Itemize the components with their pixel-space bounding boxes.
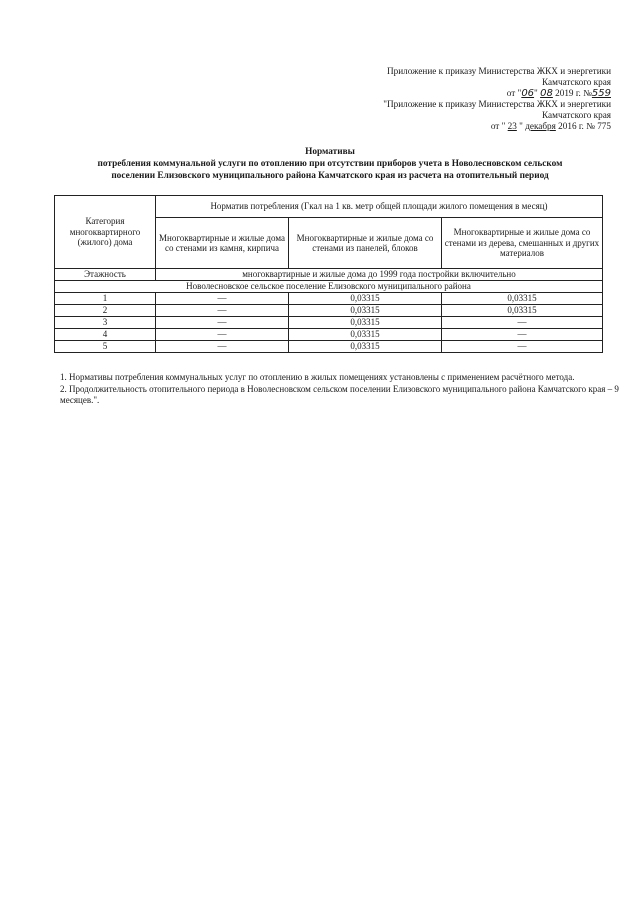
norms-table: [54, 195, 603, 353]
value-cell: 0,03315: [289, 317, 442, 329]
floor-cell: 3: [55, 317, 156, 329]
header-line-5: Камчатского края: [542, 110, 611, 120]
col-header-wood-mixed: Многоквартирные и жилые дома со стенами из дерева, смешанных и других материалов: [442, 218, 603, 269]
header-line-3: от "06" 08 2019 г. №559: [506, 88, 611, 99]
handwritten-month: 08: [540, 88, 553, 99]
col-header-stone-brick: Многоквартирные и жилые дома со стенами из камня, кирпича: [156, 218, 289, 269]
value-cell: —: [442, 341, 603, 353]
table-row: [55, 329, 603, 341]
floors-label: Этажность: [55, 269, 156, 281]
value-cell: 0,03315: [289, 329, 442, 341]
value-cell: —: [442, 329, 603, 341]
value-cell: 0,03315: [442, 293, 603, 305]
notes: [60, 372, 630, 407]
header-line-6: от " 23 " декабря 2016 г. № 775: [490, 121, 611, 131]
title-line-2: потребления коммунальной услуги по отоплению при отсутствии приборов учета в Новолесновском сельском: [97, 159, 563, 169]
floor-cell: 2: [55, 305, 156, 317]
settlement-row: Новолесновское сельское поселение Елизовского муниципального района: [55, 281, 603, 293]
note-1: 1. Нормативы потребления коммунальных услуг по отоплению в жилых помещениях установлены с применением расчётного метода.: [60, 372, 575, 382]
value-cell: 0,03315: [442, 305, 603, 317]
floor-cell: 1: [55, 293, 156, 305]
value-cell: 0,03315: [289, 341, 442, 353]
handwritten-order-number: 559: [591, 88, 611, 99]
table-row: [55, 293, 603, 305]
table-row: [55, 317, 603, 329]
header-line-1: Приложение к приказу Министерства ЖКХ и энергетики: [387, 66, 611, 76]
floor-cell: 5: [55, 341, 156, 353]
value-cell: —: [156, 329, 289, 341]
value-cell: —: [156, 305, 289, 317]
order-header: [383, 66, 611, 132]
title-line-1: Нормативы: [305, 147, 355, 157]
value-cell: 0,03315: [289, 293, 442, 305]
floors-description: многоквартирные и жилые дома до 1999 года постройки включительно: [156, 269, 603, 281]
category-header: Категория многоквартирного (жилого) дома: [55, 196, 156, 269]
value-cell: —: [156, 317, 289, 329]
table-row: [55, 341, 603, 353]
value-cell: —: [156, 293, 289, 305]
value-cell: —: [442, 317, 603, 329]
value-cell: 0,03315: [289, 305, 442, 317]
table-row: [55, 305, 603, 317]
floor-cell: 4: [55, 329, 156, 341]
title-line-3: поселении Елизовского муниципального района Камчатского края из расчета на отопительный период: [111, 171, 549, 181]
value-cell: —: [156, 341, 289, 353]
header-line-2: Камчатского края: [542, 77, 611, 87]
note-2: 2. Продолжительность отопительного периода в Новолесновском сельском поселении Елизовского муниципального района Камчатского края – 9 месяцев.".: [60, 383, 619, 405]
handwritten-day: 06: [521, 88, 535, 99]
norm-header: Норматив потребления (Гкал на 1 кв. метр общей площади жилого помещения в месяц): [156, 196, 603, 218]
col-header-panel-block: Многоквартирные и жилые дома со стенами из панелей, блоков: [289, 218, 442, 269]
document-title: [40, 146, 620, 182]
header-line-4: "Приложение к приказу Министерства ЖКХ и энергетики: [383, 99, 611, 109]
